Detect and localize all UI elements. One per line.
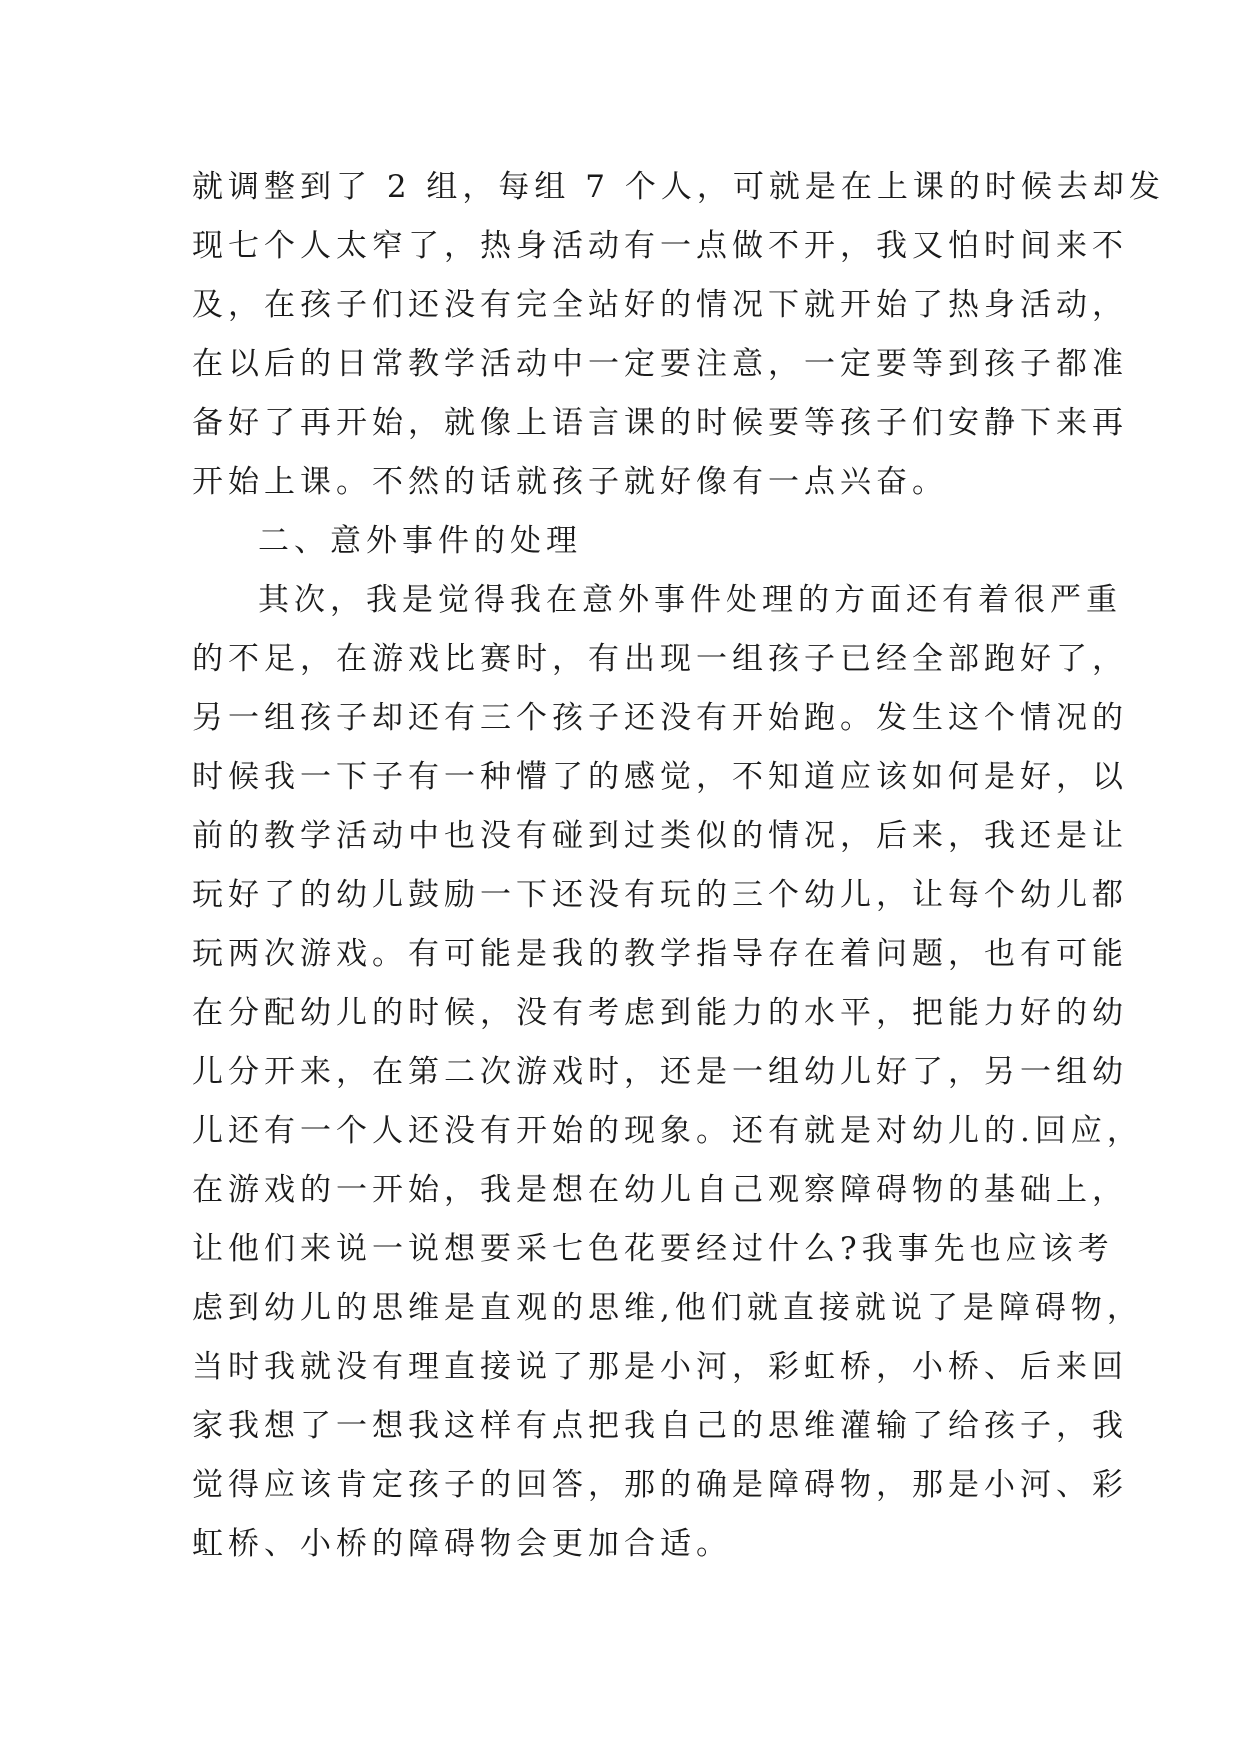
text-line: 的不足，在游戏比赛时，有出现一组孩子已经全部跑好了，	[192, 641, 1128, 677]
text-line: 开始上课。不然的话就孩子就好像有一点兴奋。	[192, 464, 948, 500]
section-heading: 二、意外事件的处理	[258, 523, 582, 559]
text-line: 觉得应该肯定孩子的回答，那的确是障碍物，那是小河、彩	[192, 1467, 1128, 1503]
text-line: 玩好了的幼儿鼓励一下还没有玩的三个幼儿，让每个幼儿都	[192, 877, 1128, 913]
text-line: 前的教学活动中也没有碰到过类似的情况，后来，我还是让	[192, 818, 1128, 854]
text-line: 在以后的日常教学活动中一定要注意，一定要等到孩子都准	[192, 346, 1128, 382]
text-line: 其次，我是觉得我在意外事件处理的方面还有着很严重	[258, 582, 1122, 618]
text-line: 就调整到了 2 组，每组 7 个人，可就是在上课的时候去却发	[192, 169, 1165, 205]
text-line: 在游戏的一开始，我是想在幼儿自己观察障碍物的基础上，	[192, 1172, 1128, 1208]
text-line: 及，在孩子们还没有完全站好的情况下就开始了热身活动，	[192, 287, 1128, 323]
text-line: 当时我就没有理直接说了那是小河，彩虹桥，小桥、后来回	[192, 1349, 1128, 1385]
text-line: 儿分开来，在第二次游戏时，还是一组幼儿好了，另一组幼	[192, 1054, 1128, 1090]
text-line: 虑到幼儿的思维是直观的思维,他们就直接就说了是障碍物，	[192, 1290, 1143, 1326]
text-line: 备好了再开始，就像上语言课的时候要等孩子们安静下来再	[192, 405, 1128, 441]
text-line: 家我想了一想我这样有点把我自己的思维灌输了给孩子，我	[192, 1408, 1128, 1444]
text-line: 玩两次游戏。有可能是我的教学指导存在着问题，也有可能	[192, 936, 1128, 972]
text-line: 时候我一下子有一种懵了的感觉，不知道应该如何是好，以	[192, 759, 1128, 795]
text-line: 儿还有一个人还没有开始的现象。还有就是对幼儿的.回应，	[192, 1113, 1143, 1149]
text-line: 让他们来说一说想要采七色花要经过什么?我事先也应该考	[192, 1231, 1114, 1267]
text-line: 在分配幼儿的时候，没有考虑到能力的水平，把能力好的幼	[192, 995, 1128, 1031]
text-line: 另一组孩子却还有三个孩子还没有开始跑。发生这个情况的	[192, 700, 1128, 736]
text-line: 虹桥、小桥的障碍物会更加合适。	[192, 1526, 732, 1562]
body-text	[192, 158, 1165, 1574]
text-line: 现七个人太窄了，热身活动有一点做不开，我又怕时间来不	[192, 228, 1128, 264]
